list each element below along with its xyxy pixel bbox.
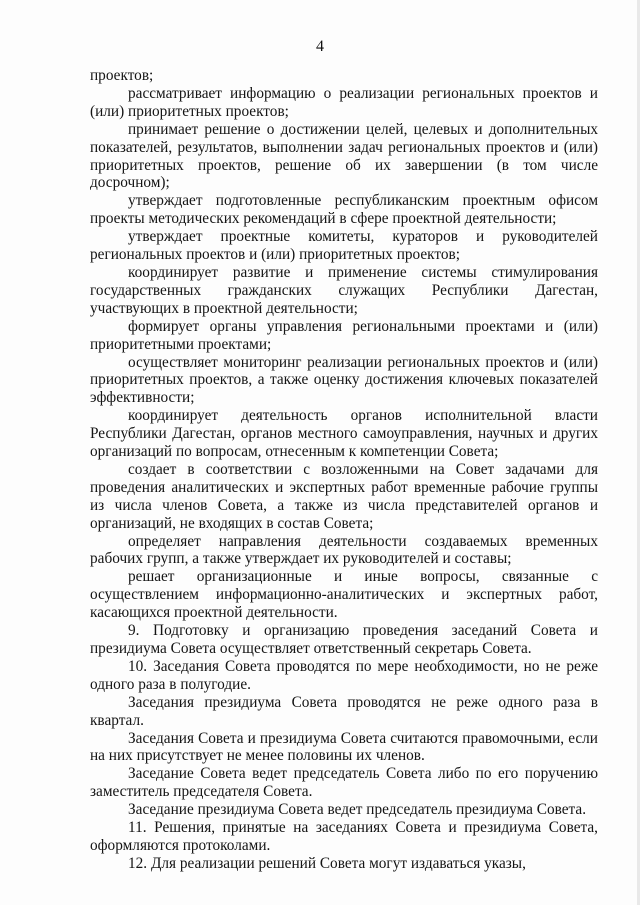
paragraph: 9. Подготовку и организацию проведения заседаний Совета и президиума Совета осуществляет ответственный секретарь Совета. — [90, 622, 598, 657]
document-body — [90, 67, 598, 873]
paragraph: осуществляет мониторинг реализации региональных проектов и (или) приоритетных проектов, а также оценку достижения ключевых показателей эффективности; — [90, 353, 598, 407]
paragraph: Заседания Совета и президиума Совета считаются правомочными, если на них присутствует не менее половины их членов. — [90, 729, 598, 765]
paragraph: решает организационные и иные вопросы, связанные с осуществлением информационно-аналитических и экспертных работ, касающихся проектной деятельности. — [90, 568, 598, 622]
paragraph: определяет направления деятельности создаваемых временных рабочих групп, а также утверждает их руководителей и составы; — [90, 532, 598, 568]
paragraph: утверждает подготовленные республиканским проектным офисом проекты методических рекомендаций в сфере проектной деятельности; — [90, 192, 598, 228]
paragraph: Заседания президиума Совета проводятся не реже одного раза в квартал. — [90, 693, 598, 729]
page-number: 4 — [316, 38, 324, 55]
paragraph: рассматривает информацию о реализации региональных проектов и (или) приоритетных проектов; — [90, 84, 598, 120]
paragraph: принимает решение о достижении целей, целевых и дополнительных показателей, результатов, выполнении задач региональных проектов и (или) приоритетных проектов, решение об их завершении (в том числе досрочном); — [90, 120, 598, 192]
paragraph: Заседание президиума Совета ведет председатель президиума Совета. — [128, 801, 587, 819]
paragraph: 12. Для реализации решений Совета могут издаваться указы, — [128, 854, 526, 872]
paragraph: 10. Заседания Совета проводятся по мере необходимости, но не реже одного раза в полугодие. — [90, 657, 598, 693]
paragraph: Заседание Совета ведет председатель Совета либо по его поручению заместитель председателя Совета. — [90, 765, 598, 801]
paragraph: проектов; — [90, 67, 154, 84]
paragraph: 11. Решения, принятые на заседаниях Совета и президиума Совета, оформляются протоколами. — [90, 819, 598, 854]
paragraph: координирует развитие и применение системы стимулирования государственных гражданских служащих Республики Дагестан, участвующих в проектной деятельности; — [90, 263, 598, 317]
paragraph: координирует деятельность органов исполнительной власти Республики Дагестан, органов местного самоуправления, научных и других организаций по вопросам, отнесенным к компетенции Совета; — [90, 407, 598, 461]
paragraph: утверждает проектные комитеты, кураторов и руководителей региональных проектов и (или) приоритетных проектов; — [90, 228, 598, 264]
paragraph: формирует органы управления региональными проектами и (или) приоритетными проектами; — [90, 317, 598, 353]
paragraph: создает в соответствии с возложенными на Совет задачами для проведения аналитических и экспертных работ временные рабочие группы из числа членов Совета, а также из числа представителей органов и организаций, не входящих в состав Совета; — [90, 460, 598, 532]
